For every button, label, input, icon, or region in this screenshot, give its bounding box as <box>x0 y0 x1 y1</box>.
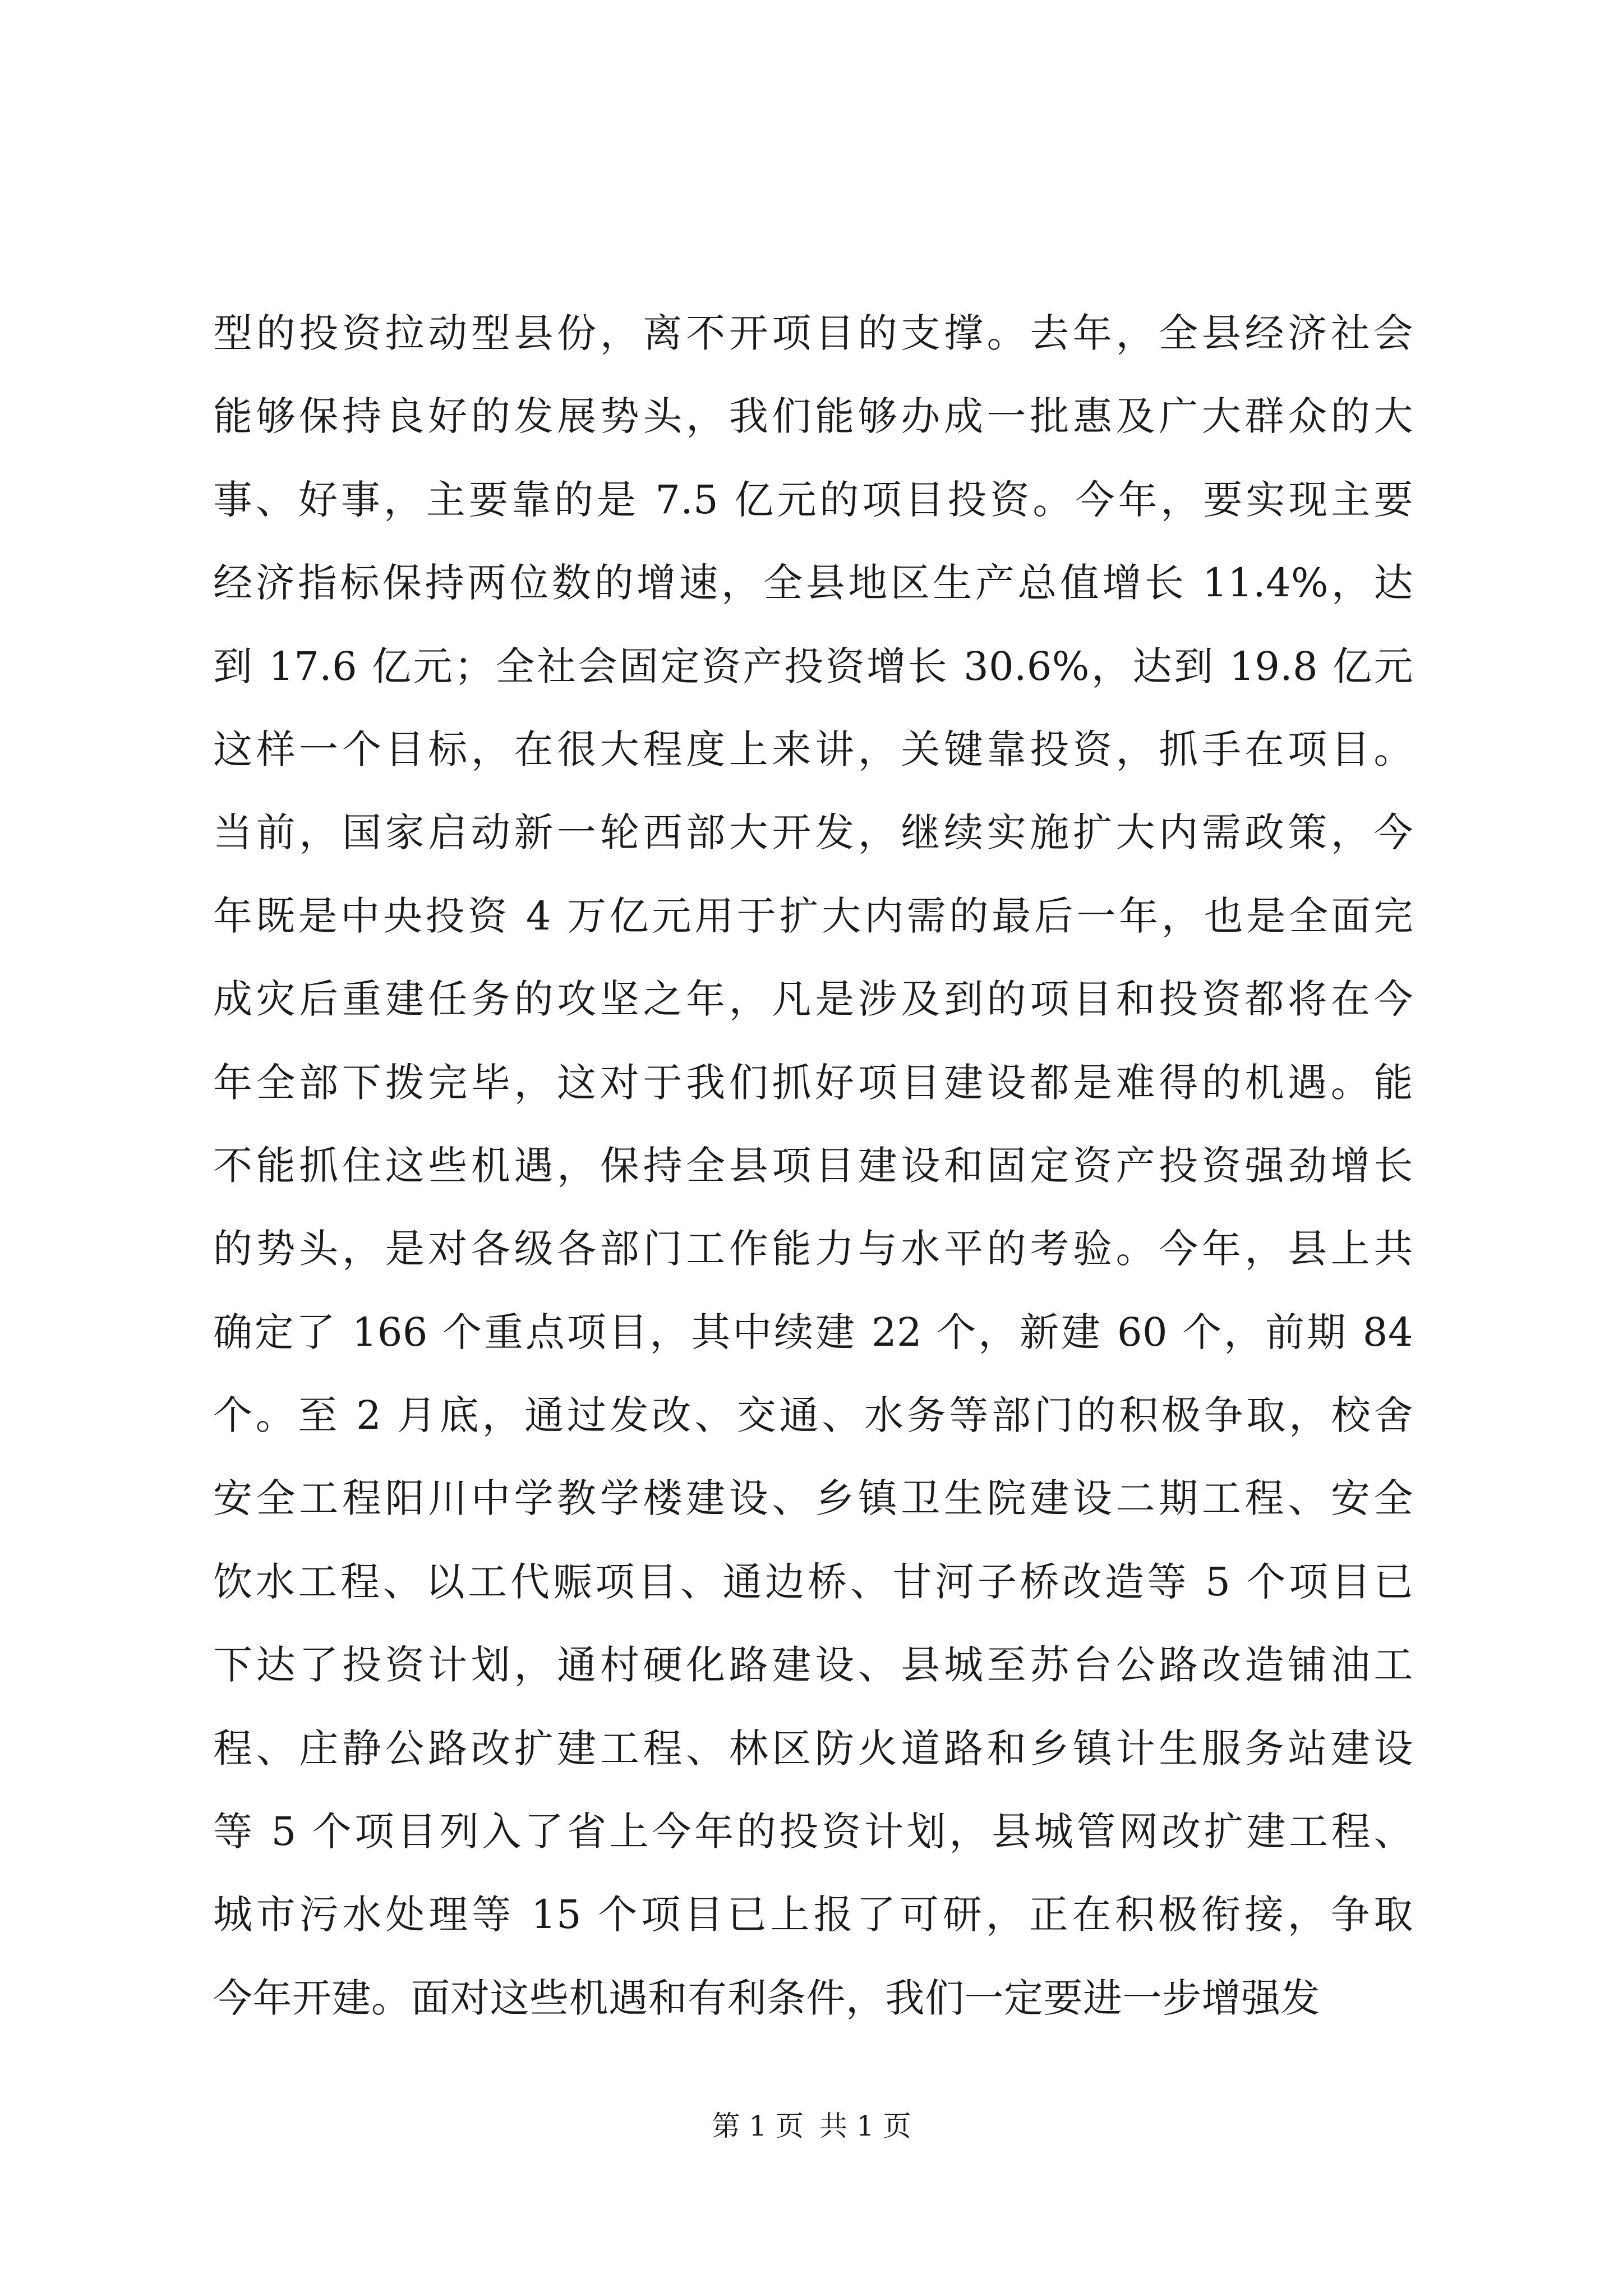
text-line: 安全工程阳川中学教学楼建设、乡镇卫生院建设二期工程、安全 <box>213 1475 1413 1522</box>
text-line: 型的投资拉动型县份，离不开项目的支撑。去年，全县经济社会 <box>213 310 1413 356</box>
page-total: 共 1 页 <box>819 2110 911 2142</box>
text-line: 能够保持良好的发展势头，我们能够办成一批惠及广大群众的大 <box>213 393 1413 440</box>
text-line: 城市污水处理等 15 个项目已上报了可研，正在积极衔接，争取 <box>213 1892 1413 1938</box>
text-line: 成灾后重建任务的攻坚之年，凡是涉及到的项目和投资都将在今 <box>213 976 1413 1023</box>
page-footer <box>0 2106 1623 2146</box>
text-line: 的势头，是对各级各部门工作能力与水平的考验。今年，县上共 <box>213 1226 1413 1272</box>
text-line: 等 5 个项目列入了省上今年的投资计划，县城管网改扩建工程、 <box>213 1809 1413 1855</box>
text-line: 程、庄静公路改扩建工程、林区防火道路和乡镇计生服务站建设 <box>213 1725 1413 1772</box>
text-line: 饮水工程、以工代赈项目、通边桥、甘河子桥改造等 5 个项目已 <box>213 1558 1413 1605</box>
text-line: 确定了 166 个重点项目，其中续建 22 个，新建 60 个，前期 84 <box>213 1309 1413 1355</box>
text-line: 事、好事，主要靠的是 7.5 亿元的项目投资。今年，要实现主要 <box>213 476 1413 523</box>
body-text <box>213 292 1413 2040</box>
text-line: 个。至 2 月底，通过发改、交通、水务等部门的积极争取，校舍 <box>213 1392 1413 1439</box>
text-line: 今年开建。面对这些机遇和有利条件，我们一定要进一步增强发 <box>213 1975 1320 2021</box>
text-line: 当前，国家启动新一轮西部大开发，继续实施扩大内需政策，今 <box>213 809 1413 856</box>
text-line: 经济指标保持两位数的增速，全县地区生产总值增长 11.4%，达 <box>213 560 1413 606</box>
text-line: 年既是中央投资 4 万亿元用于扩大内需的最后一年，也是全面完 <box>213 892 1413 939</box>
page-number: 第 1 页 <box>712 2110 804 2142</box>
text-line: 这样一个目标，在很大程度上来讲，关键靠投资，抓手在项目。 <box>213 726 1413 772</box>
text-line: 不能抓住这些机遇，保持全县项目建设和固定资产投资强劲增长 <box>213 1142 1413 1189</box>
text-line: 年全部下拨完毕，这对于我们抓好项目建设都是难得的机遇。能 <box>213 1059 1413 1106</box>
text-line: 下达了投资计划，通村硬化路建设、县城至苏台公路改造铺油工 <box>213 1642 1413 1688</box>
text-line: 到 17.6 亿元；全社会固定资产投资增长 30.6%，达到 19.8 亿元 <box>213 643 1413 689</box>
